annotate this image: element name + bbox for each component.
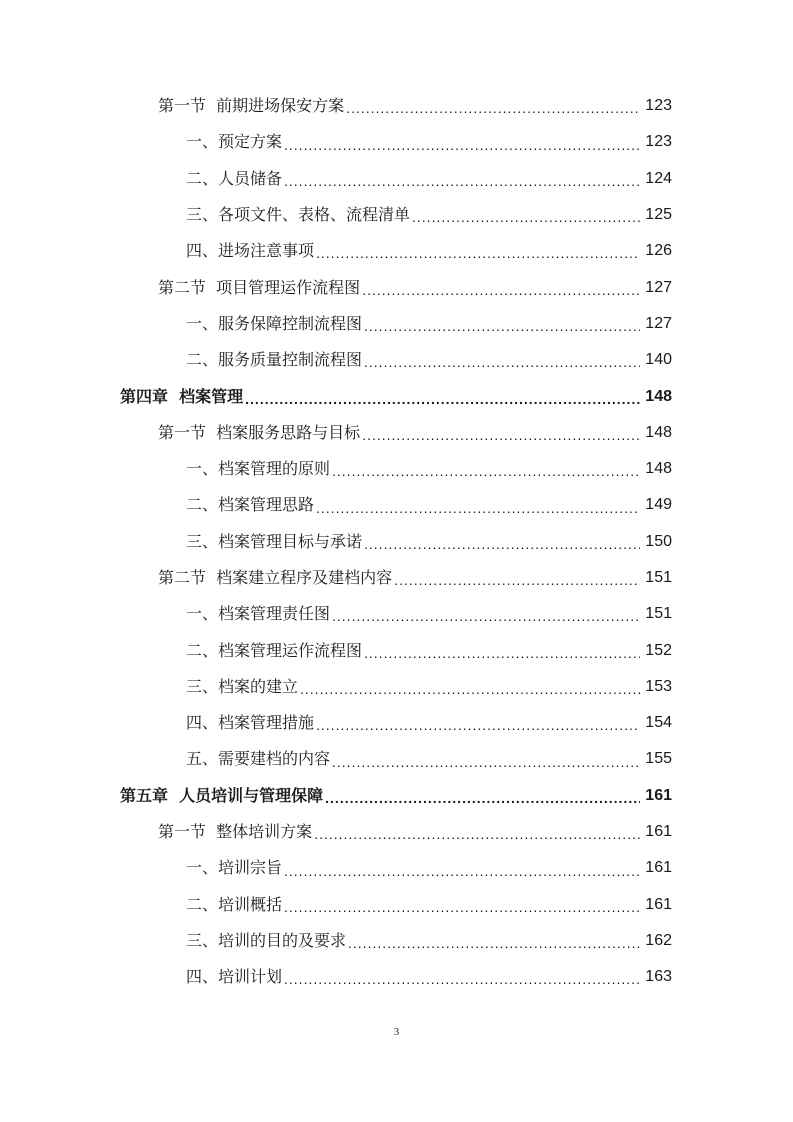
dot-leader — [332, 464, 640, 487]
toc-entry-page: 123 — [645, 97, 672, 115]
toc-entry-section[interactable] — [0, 415, 793, 451]
toc-entry-title: 第一节 档案服务思路与目标 — [158, 422, 361, 442]
toc-entry-subsection[interactable] — [0, 632, 793, 668]
toc-entry-subsection[interactable] — [0, 124, 793, 160]
toc-entry-page: 148 — [645, 387, 672, 405]
toc-entry-page: 150 — [645, 532, 672, 550]
toc-entry-section[interactable] — [0, 560, 793, 596]
toc-entry-page: 148 — [645, 423, 672, 441]
toc-entry-page: 151 — [645, 569, 672, 586]
toc-entry-chapter[interactable] — [0, 778, 793, 814]
toc-entry-title: 二、档案管理思路 — [186, 495, 315, 515]
toc-entry-title: 三、档案的建立 — [186, 676, 299, 696]
toc-entry-page: 161 — [645, 859, 672, 877]
dot-leader — [316, 246, 640, 269]
dot-leader — [284, 138, 640, 161]
toc-entry-page: 161 — [645, 786, 672, 804]
toc-entry-title: 四、培训计划 — [186, 967, 283, 987]
toc-entry-page: 162 — [645, 931, 672, 949]
toc-entry-title: 二、人员储备 — [186, 168, 283, 188]
dot-leader — [284, 900, 640, 923]
dot-leader — [364, 319, 640, 342]
toc-entry-title: 第四章 档案管理 — [120, 386, 244, 406]
toc-entry-title: 三、培训的目的及要求 — [186, 930, 347, 950]
toc-entry-title: 五、需要建档的内容 — [186, 749, 331, 769]
toc-entry-title: 一、服务保障控制流程图 — [186, 313, 363, 333]
dot-leader — [362, 283, 640, 306]
toc-entry-page: 124 — [645, 169, 672, 187]
dot-leader — [284, 972, 640, 995]
toc-entry-title: 三、档案管理目标与承诺 — [186, 531, 363, 551]
toc-entry-subsection[interactable] — [0, 233, 793, 269]
toc-entry-title: 第一节 前期进场保安方案 — [158, 96, 345, 116]
toc-entry-page: 149 — [645, 496, 672, 514]
toc-entry-page: 161 — [645, 895, 672, 913]
toc-entry-subsection[interactable] — [0, 306, 793, 342]
dot-leader — [364, 646, 640, 669]
toc-entry-subsection[interactable] — [0, 741, 793, 777]
toc-entry-page: 127 — [645, 314, 672, 332]
toc-entry-title: 第一节 整体培训方案 — [158, 822, 313, 842]
toc-entry-page: 126 — [645, 242, 672, 260]
dot-leader — [394, 573, 640, 596]
dot-leader — [332, 755, 640, 778]
toc-entry-section[interactable] — [0, 814, 793, 850]
toc-entry-subsection[interactable] — [0, 197, 793, 233]
dot-leader — [346, 101, 640, 124]
toc-entry-page: 151 — [645, 605, 672, 623]
toc-entry-title: 一、档案管理责任图 — [186, 604, 331, 624]
dot-leader — [314, 827, 640, 850]
dot-leader — [332, 609, 640, 632]
toc-entry-title: 三、各项文件、表格、流程清单 — [186, 205, 411, 225]
toc-entry-page: 125 — [645, 206, 672, 224]
toc-entry-page: 161 — [645, 823, 672, 841]
toc-entry-title: 四、进场注意事项 — [186, 241, 315, 261]
toc-entry-title: 第五章 人员培训与管理保障 — [120, 785, 324, 805]
toc-entry-title: 一、培训宗旨 — [186, 858, 283, 878]
toc-entry-title: 第二节 项目管理运作流程图 — [158, 277, 361, 297]
toc-entry-subsection[interactable] — [0, 923, 793, 959]
dot-leader — [362, 428, 640, 451]
toc-entry-section[interactable] — [0, 88, 793, 124]
toc-entry-subsection[interactable] — [0, 524, 793, 560]
toc-entry-title: 二、培训概括 — [186, 894, 283, 914]
toc-entry-subsection[interactable] — [0, 161, 793, 197]
toc-entry-subsection[interactable] — [0, 959, 793, 995]
toc-entry-chapter[interactable] — [0, 378, 793, 414]
toc-entry-page: 140 — [645, 351, 672, 369]
dot-leader — [325, 791, 640, 814]
toc-entry-page: 155 — [645, 750, 672, 768]
toc-entry-title: 一、预定方案 — [186, 132, 283, 152]
dot-leader — [284, 864, 640, 887]
toc-entry-subsection[interactable] — [0, 887, 793, 923]
dot-leader — [316, 718, 640, 741]
dot-leader — [364, 537, 640, 560]
toc-entry-page: 123 — [645, 133, 672, 151]
page-number: 3 — [393, 1026, 400, 1038]
toc-entry-subsection[interactable] — [0, 342, 793, 378]
toc-entry-title: 一、档案管理的原则 — [186, 459, 331, 479]
dot-leader — [316, 501, 640, 524]
toc-entry-page: 163 — [645, 968, 672, 986]
toc-entry-page: 154 — [645, 714, 672, 732]
toc-entry-subsection[interactable] — [0, 705, 793, 741]
toc-entry-title: 四、档案管理措施 — [186, 713, 315, 733]
dot-leader — [364, 355, 640, 378]
toc-entry-section[interactable] — [0, 269, 793, 305]
toc-entry-title: 二、服务质量控制流程图 — [186, 350, 363, 370]
dot-leader — [348, 936, 640, 959]
toc-entry-subsection[interactable] — [0, 596, 793, 632]
toc-entry-subsection[interactable] — [0, 850, 793, 886]
toc-entry-subsection[interactable] — [0, 487, 793, 523]
table-of-contents — [0, 88, 793, 995]
toc-entry-page: 148 — [645, 460, 672, 478]
dot-leader — [300, 682, 640, 705]
dot-leader — [284, 174, 640, 197]
dot-leader — [412, 210, 640, 233]
toc-entry-page: 152 — [645, 641, 672, 659]
toc-entry-title: 第二节 档案建立程序及建档内容 — [158, 568, 393, 587]
toc-entry-page: 127 — [645, 278, 672, 296]
toc-entry-page: 153 — [645, 677, 672, 695]
toc-entry-subsection[interactable] — [0, 451, 793, 487]
toc-entry-title: 二、档案管理运作流程图 — [186, 640, 363, 660]
dot-leader — [245, 392, 640, 415]
toc-entry-subsection[interactable] — [0, 669, 793, 705]
